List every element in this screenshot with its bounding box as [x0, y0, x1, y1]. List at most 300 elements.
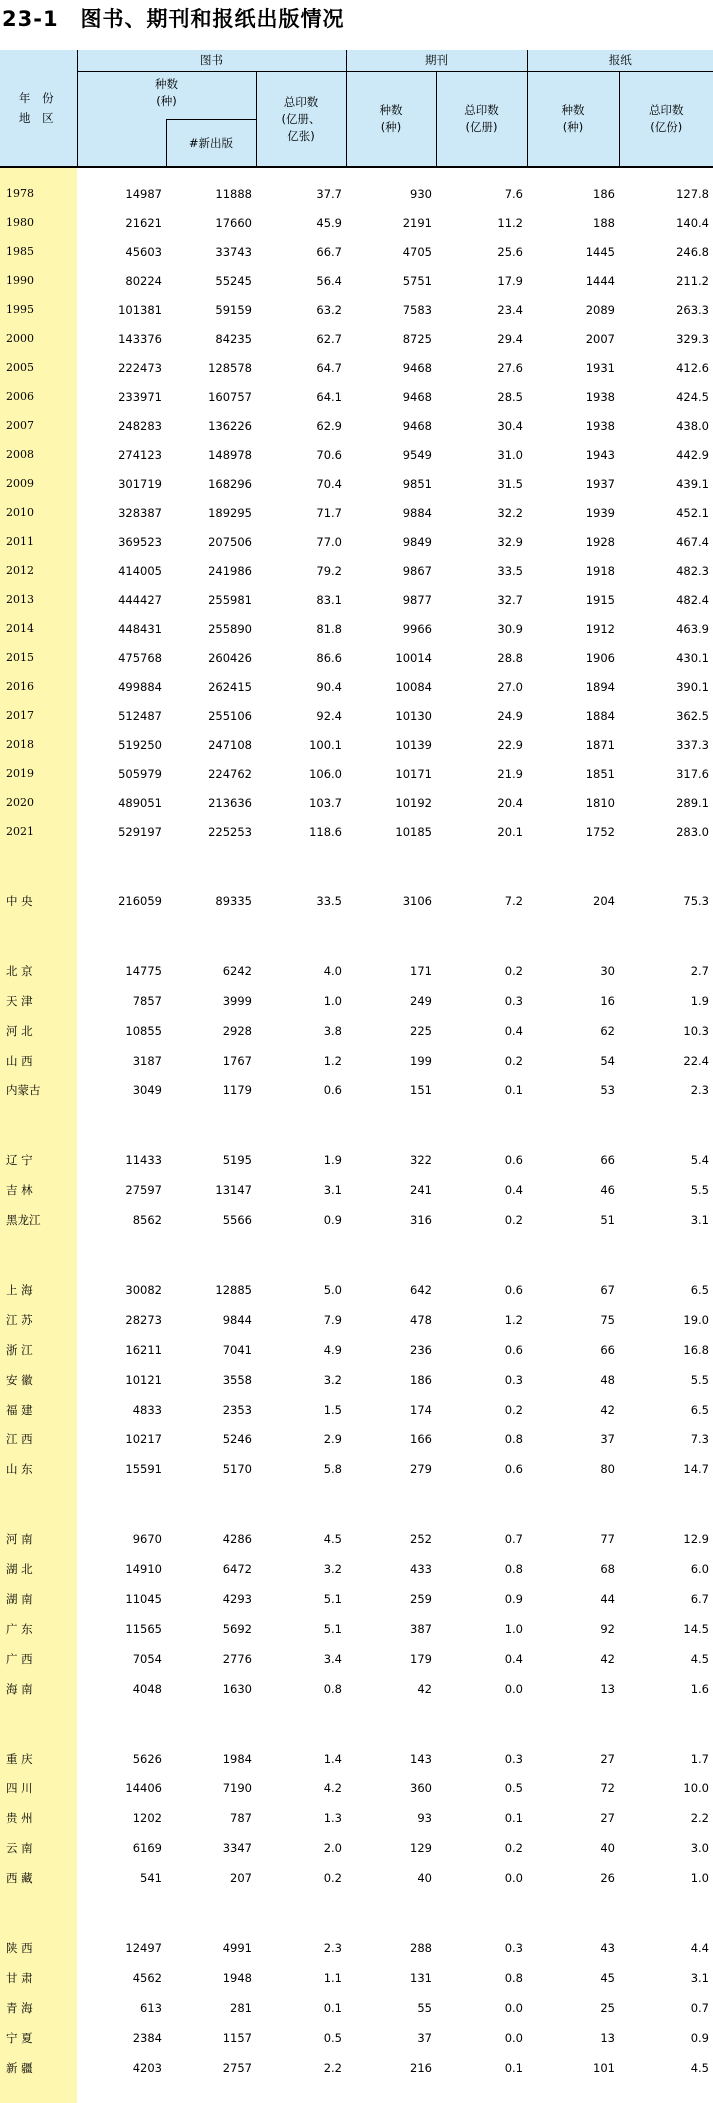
region-cell: 2017 [0, 701, 77, 730]
newspapers-varieties-cell: 54 [527, 1046, 619, 1076]
newspapers-varieties-cell: 46 [527, 1175, 619, 1205]
newspapers-varieties-cell: 1915 [527, 585, 619, 614]
periodicals-copies-cell: 0.3 [436, 1365, 527, 1395]
periodicals-copies-cell: 0.6 [436, 1145, 527, 1175]
newspapers-varieties-cell: 1931 [527, 353, 619, 382]
periodicals-varieties-cell: 216 [346, 2053, 436, 2083]
books-varieties-cell: 15591 [77, 1454, 166, 1484]
books-new-editions-cell: 17660 [166, 208, 256, 237]
books-varieties-cell: 4203 [77, 2053, 166, 2083]
spacer-cell [166, 1893, 256, 1933]
publishing-statistics-table [0, 50, 713, 2103]
books-new-editions-cell: 787 [166, 1803, 256, 1833]
newspapers-copies-cell: 1.0 [619, 1863, 713, 1893]
newspapers-varieties-cell: 1938 [527, 382, 619, 411]
spacer-cell [256, 1704, 346, 1744]
periodicals-varieties-cell: 2191 [346, 208, 436, 237]
newspapers-copies-cell: 10.3 [619, 1016, 713, 1046]
newspapers-copies-cell: 6.5 [619, 1395, 713, 1425]
spacer-cell [527, 1105, 619, 1145]
periodicals-copies-cell: 0.8 [436, 1963, 527, 1993]
newspapers-varieties-cell: 66 [527, 1145, 619, 1175]
periodicals-copies-cell: 27.0 [436, 672, 527, 701]
year-row [0, 208, 713, 237]
books-varieties-label: 种数 [78, 76, 256, 93]
region-cell: 天 津 [0, 986, 77, 1016]
periodicals-varieties-cell: 360 [346, 1773, 436, 1803]
books-varieties-cell: 9670 [77, 1524, 166, 1554]
region-row [0, 1554, 713, 1584]
periodicals-copies-cell: 31.0 [436, 440, 527, 469]
spacer-cell [619, 1235, 713, 1275]
spacer-cell [346, 2083, 436, 2103]
region-row [0, 1145, 713, 1175]
newspapers-copies-cell: 5.4 [619, 1145, 713, 1175]
spacer-cell [256, 1484, 346, 1524]
periodicals-varieties-cell: 8725 [346, 324, 436, 353]
books-varieties-cell: 45603 [77, 237, 166, 266]
periodicals-varieties-cell: 7583 [346, 295, 436, 324]
periodicals-copies-cell: 25.6 [436, 237, 527, 266]
region-cell: 广 西 [0, 1644, 77, 1674]
books-copies-cell: 4.0 [256, 956, 346, 986]
books-new-editions-cell: 59159 [166, 295, 256, 324]
newspapers-varieties-cell: 1937 [527, 469, 619, 498]
periodicals-varieties-cell: 9468 [346, 411, 436, 440]
periodicals-varieties-unit: (种) [347, 119, 436, 136]
books-copies-cell: 86.6 [256, 643, 346, 672]
books-copies-cell: 90.4 [256, 672, 346, 701]
books-copies-cell: 37.7 [256, 179, 346, 208]
periodicals-varieties-cell: 433 [346, 1554, 436, 1584]
books-varieties-cell: 512487 [77, 701, 166, 730]
periodicals-varieties-cell: 316 [346, 1205, 436, 1235]
region-cell: 吉 林 [0, 1175, 77, 1205]
books-copies-cell: 1.0 [256, 986, 346, 1016]
books-new-editions-cell: 3347 [166, 1833, 256, 1863]
spacer-cell [0, 2083, 77, 2103]
newspapers-copies-cell: 289.1 [619, 788, 713, 817]
books-copies-cell: 5.1 [256, 1584, 346, 1614]
newspapers-varieties-cell: 101 [527, 2053, 619, 2083]
books-varieties-cell: 4048 [77, 1674, 166, 1704]
periodicals-varieties-cell: 252 [346, 1524, 436, 1554]
newspapers-varieties-cell: 1851 [527, 759, 619, 788]
periodicals-varieties-cell: 131 [346, 1963, 436, 1993]
corner-year-label: 年 份 [0, 88, 77, 108]
books-copies-cell: 4.5 [256, 1524, 346, 1554]
periodicals-copies-cell: 0.1 [436, 1803, 527, 1833]
spacer-cell [527, 846, 619, 886]
newspapers-copies-cell: 439.1 [619, 469, 713, 498]
spacer-cell [77, 2083, 166, 2103]
newspapers-copies-cell: 317.6 [619, 759, 713, 788]
books-copies-cell: 2.9 [256, 1424, 346, 1454]
books-varieties-cell: 80224 [77, 266, 166, 295]
periodicals-varieties-cell: 179 [346, 1644, 436, 1674]
periodicals-varieties-cell: 5751 [346, 266, 436, 295]
spacer-cell [527, 169, 619, 179]
region-row [0, 1305, 713, 1335]
periodicals-varieties-cell: 199 [346, 1046, 436, 1076]
newspapers-copies-header [619, 72, 713, 168]
spacer-cell [436, 169, 527, 179]
books-varieties-cell: 143376 [77, 324, 166, 353]
spacer-cell [436, 1235, 527, 1275]
region-cell: 贵 州 [0, 1803, 77, 1833]
region-row [0, 1524, 713, 1554]
region-cell: 2020 [0, 788, 77, 817]
periodicals-copies-cell: 27.6 [436, 353, 527, 382]
region-cell: 1978 [0, 179, 77, 208]
books-varieties-cell: 4833 [77, 1395, 166, 1425]
books-copies-cell: 56.4 [256, 266, 346, 295]
newspapers-copies-cell: 5.5 [619, 1365, 713, 1395]
newspapers-copies-cell: 3.1 [619, 1963, 713, 1993]
spacer-cell [77, 169, 166, 179]
region-row [0, 1863, 713, 1893]
newspapers-varieties-cell: 1912 [527, 614, 619, 643]
region-cell: 浙 江 [0, 1335, 77, 1365]
books-copies-header [256, 72, 346, 168]
periodicals-copies-cell: 7.2 [436, 886, 527, 916]
year-row [0, 701, 713, 730]
region-row [0, 1046, 713, 1076]
books-new-editions-cell: 255106 [166, 701, 256, 730]
periodicals-copies-cell: 30.9 [436, 614, 527, 643]
books-new-editions-cell: 255981 [166, 585, 256, 614]
periodicals-varieties-cell: 259 [346, 1584, 436, 1614]
periodicals-varieties-cell: 10192 [346, 788, 436, 817]
books-varieties-cell: 8562 [77, 1205, 166, 1235]
books-copies-cell: 118.6 [256, 817, 346, 846]
spacer-cell [0, 1704, 77, 1744]
books-varieties-cell: 475768 [77, 643, 166, 672]
region-row [0, 1275, 713, 1305]
periodicals-copies-cell: 31.5 [436, 469, 527, 498]
region-row [0, 986, 713, 1016]
books-copies-cell: 1.4 [256, 1744, 346, 1774]
newspapers-varieties-cell: 72 [527, 1773, 619, 1803]
periodicals-copies-cell: 0.3 [436, 1933, 527, 1963]
newspapers-copies-cell: 3.0 [619, 1833, 713, 1863]
books-copies-cell: 70.4 [256, 469, 346, 498]
newspapers-varieties-cell: 16 [527, 986, 619, 1016]
region-cell: 河 北 [0, 1016, 77, 1046]
books-varieties-cell: 10121 [77, 1365, 166, 1395]
periodicals-copies-cell: 0.5 [436, 1773, 527, 1803]
spacer-cell [346, 1235, 436, 1275]
region-row [0, 1744, 713, 1774]
periodicals-copies-cell: 0.7 [436, 1524, 527, 1554]
books-varieties-cell: 3049 [77, 1075, 166, 1105]
spacer-cell [166, 169, 256, 179]
periodicals-copies-cell: 21.9 [436, 759, 527, 788]
periodicals-varieties-cell: 37 [346, 2023, 436, 2053]
periodicals-copies-cell: 0.2 [436, 1833, 527, 1863]
books-varieties-cell: 444427 [77, 585, 166, 614]
page-title: 23-1 图书、期刊和报纸出版情况 [2, 3, 345, 33]
region-cell: 山 西 [0, 1046, 77, 1076]
newspapers-varieties-header [527, 72, 619, 168]
region-cell: 山 东 [0, 1454, 77, 1484]
periodicals-varieties-cell: 10139 [346, 730, 436, 759]
newspapers-varieties-cell: 2089 [527, 295, 619, 324]
newspapers-copies-cell: 6.0 [619, 1554, 713, 1584]
periodicals-copies-cell: 0.0 [436, 1674, 527, 1704]
year-row [0, 643, 713, 672]
region-cell: 四 川 [0, 1773, 77, 1803]
books-varieties-cell: 248283 [77, 411, 166, 440]
newspapers-varieties-unit: (种) [528, 119, 619, 136]
year-row [0, 440, 713, 469]
spacer-cell [436, 846, 527, 886]
newspapers-copies-unit: (亿份) [620, 119, 713, 136]
books-varieties-cell: 414005 [77, 556, 166, 585]
books-copies-cell: 3.2 [256, 1365, 346, 1395]
region-cell: 2010 [0, 498, 77, 527]
periodicals-varieties-cell: 10130 [346, 701, 436, 730]
spacer-cell [436, 916, 527, 956]
newspapers-copies-cell: 5.5 [619, 1175, 713, 1205]
books-varieties-cell: 328387 [77, 498, 166, 527]
periodicals-copies-cell: 0.2 [436, 1395, 527, 1425]
newspapers-varieties-cell: 30 [527, 956, 619, 986]
books-copies-cell: 1.1 [256, 1963, 346, 1993]
books-new-editions-cell: 3558 [166, 1365, 256, 1395]
spacer-cell [527, 1893, 619, 1933]
region-row [0, 1933, 713, 1963]
newspapers-varieties-cell: 1444 [527, 266, 619, 295]
spacer-cell [256, 2083, 346, 2103]
books-copies-cell: 0.5 [256, 2023, 346, 2053]
spacer-cell [0, 1484, 77, 1524]
spacer-cell [619, 169, 713, 179]
newspapers-copies-cell: 10.0 [619, 1773, 713, 1803]
books-new-editions-cell: 168296 [166, 469, 256, 498]
newspapers-varieties-cell: 77 [527, 1524, 619, 1554]
books-copies-cell: 66.7 [256, 237, 346, 266]
newspapers-varieties-cell: 188 [527, 208, 619, 237]
books-copies-cell: 45.9 [256, 208, 346, 237]
books-copies-cell: 70.6 [256, 440, 346, 469]
region-cell: 青 海 [0, 1993, 77, 2023]
books-copies-cell: 0.6 [256, 1075, 346, 1105]
region-cell: 湖 北 [0, 1554, 77, 1584]
periodicals-copies-cell: 32.9 [436, 527, 527, 556]
year-row [0, 527, 713, 556]
books-copies-cell: 106.0 [256, 759, 346, 788]
books-copies-unit-cont: 亿张) [257, 128, 346, 145]
books-new-editions-cell: 128578 [166, 353, 256, 382]
newspapers-copies-cell: 1.6 [619, 1674, 713, 1704]
periodicals-copies-cell: 0.1 [436, 2053, 527, 2083]
newspapers-varieties-cell: 1943 [527, 440, 619, 469]
periodicals-varieties-cell: 387 [346, 1614, 436, 1644]
books-copies-cell: 2.2 [256, 2053, 346, 2083]
newspapers-varieties-cell: 1810 [527, 788, 619, 817]
spacer-cell [166, 2083, 256, 2103]
spacer-cell [346, 1484, 436, 1524]
books-copies-cell: 83.1 [256, 585, 346, 614]
periodicals-group-header: 期刊 [346, 50, 527, 72]
region-cell: 2021 [0, 817, 77, 846]
books-varieties-cell: 28273 [77, 1305, 166, 1335]
region-cell: 2005 [0, 353, 77, 382]
periodicals-copies-cell: 28.8 [436, 643, 527, 672]
year-row [0, 237, 713, 266]
periodicals-varieties-cell: 174 [346, 1395, 436, 1425]
region-cell: 1980 [0, 208, 77, 237]
books-copies-cell: 64.1 [256, 382, 346, 411]
books-varieties-cell: 529197 [77, 817, 166, 846]
spacer-cell [256, 1235, 346, 1275]
books-new-editions-cell: 207506 [166, 527, 256, 556]
books-new-editions-cell: 5692 [166, 1614, 256, 1644]
periodicals-copies-cell: 0.3 [436, 1744, 527, 1774]
spacer-cell [77, 916, 166, 956]
books-varieties-cell: 10217 [77, 1424, 166, 1454]
books-copies-unit: (亿册、 [257, 111, 346, 128]
periodicals-varieties-cell: 288 [346, 1933, 436, 1963]
region-row [0, 1424, 713, 1454]
periodicals-copies-cell: 0.0 [436, 2023, 527, 2053]
books-varieties-cell: 301719 [77, 469, 166, 498]
year-row [0, 817, 713, 846]
newspapers-copies-cell: 3.1 [619, 1205, 713, 1235]
region-cell: 宁 夏 [0, 2023, 77, 2053]
newspapers-copies-cell: 19.0 [619, 1305, 713, 1335]
newspapers-varieties-cell: 48 [527, 1365, 619, 1395]
books-copies-cell: 5.1 [256, 1614, 346, 1644]
region-row [0, 1395, 713, 1425]
periodicals-varieties-cell: 42 [346, 1674, 436, 1704]
spacer-cell [346, 916, 436, 956]
newspapers-copies-cell: 4.4 [619, 1933, 713, 1963]
books-new-editions-cell: 7041 [166, 1335, 256, 1365]
books-varieties-cell: 7857 [77, 986, 166, 1016]
books-new-editions-cell: 4991 [166, 1933, 256, 1963]
spacer-cell [77, 1235, 166, 1275]
books-new-editions-cell: 9844 [166, 1305, 256, 1335]
periodicals-copies-cell: 0.6 [436, 1275, 527, 1305]
books-varieties-cell: 16211 [77, 1335, 166, 1365]
year-row [0, 469, 713, 498]
region-cell: 2015 [0, 643, 77, 672]
books-copies-cell: 71.7 [256, 498, 346, 527]
books-new-editions-cell: 6472 [166, 1554, 256, 1584]
books-new-editions-header: #新出版 [166, 120, 256, 168]
region-cell: 2006 [0, 382, 77, 411]
books-copies-cell: 3.4 [256, 1644, 346, 1674]
spacer-cell [527, 1484, 619, 1524]
region-row [0, 2053, 713, 2083]
books-new-editions-cell: 136226 [166, 411, 256, 440]
periodicals-varieties-cell: 129 [346, 1833, 436, 1863]
newspapers-copies-cell: 438.0 [619, 411, 713, 440]
books-copies-cell: 92.4 [256, 701, 346, 730]
books-new-editions-cell: 13147 [166, 1175, 256, 1205]
newspapers-varieties-cell: 1906 [527, 643, 619, 672]
books-new-editions-cell: 4293 [166, 1584, 256, 1614]
newspapers-varieties-cell: 1871 [527, 730, 619, 759]
periodicals-copies-cell: 0.0 [436, 1993, 527, 2023]
periodicals-copies-cell: 0.8 [436, 1424, 527, 1454]
books-varieties-cell: 14406 [77, 1773, 166, 1803]
books-copies-cell: 1.9 [256, 1145, 346, 1175]
books-copies-cell: 3.1 [256, 1175, 346, 1205]
spacer-cell [256, 1893, 346, 1933]
newspapers-varieties-cell: 1884 [527, 701, 619, 730]
spacer-cell [0, 169, 77, 179]
spacer-cell [0, 1893, 77, 1933]
books-new-editions-cell: 84235 [166, 324, 256, 353]
books-copies-cell: 2.0 [256, 1833, 346, 1863]
region-row [0, 1205, 713, 1235]
region-cell: 2008 [0, 440, 77, 469]
books-new-editions-cell: 148978 [166, 440, 256, 469]
books-varieties-cell: 233971 [77, 382, 166, 411]
periodicals-copies-cell: 0.4 [436, 1644, 527, 1674]
region-cell: 上 海 [0, 1275, 77, 1305]
books-new-editions-cell: 1984 [166, 1744, 256, 1774]
region-row [0, 1803, 713, 1833]
books-new-editions-cell: 5566 [166, 1205, 256, 1235]
books-new-editions-cell: 241986 [166, 556, 256, 585]
newspapers-varieties-cell: 66 [527, 1335, 619, 1365]
periodicals-varieties-cell: 55 [346, 1993, 436, 2023]
newspapers-copies-cell: 283.0 [619, 817, 713, 846]
books-varieties-header [77, 72, 256, 120]
newspapers-copies-cell: 1.9 [619, 986, 713, 1016]
spacer-cell [346, 169, 436, 179]
region-row [0, 1993, 713, 2023]
books-varieties-cell: 613 [77, 1993, 166, 2023]
books-varieties-cell: 2384 [77, 2023, 166, 2053]
region-cell: 辽 宁 [0, 1145, 77, 1175]
newspapers-varieties-cell: 40 [527, 1833, 619, 1863]
books-copies-cell: 62.9 [256, 411, 346, 440]
periodicals-copies-cell: 32.7 [436, 585, 527, 614]
newspapers-varieties-cell: 44 [527, 1584, 619, 1614]
books-group-header: 图书 [77, 50, 346, 72]
books-varieties-cell: 3187 [77, 1046, 166, 1076]
spacer-cell [346, 846, 436, 886]
newspapers-copies-cell: 430.1 [619, 643, 713, 672]
region-cell: 安 徽 [0, 1365, 77, 1395]
region-row [0, 1335, 713, 1365]
periodicals-copies-cell: 0.8 [436, 1554, 527, 1584]
newspapers-copies-cell: 467.4 [619, 527, 713, 556]
newspapers-copies-cell: 246.8 [619, 237, 713, 266]
books-new-editions-cell: 189295 [166, 498, 256, 527]
periodicals-copies-cell: 22.9 [436, 730, 527, 759]
newspapers-copies-cell: 452.1 [619, 498, 713, 527]
periodicals-varieties-cell: 166 [346, 1424, 436, 1454]
periodicals-varieties-cell: 9468 [346, 382, 436, 411]
books-new-editions-cell: 33743 [166, 237, 256, 266]
year-row [0, 179, 713, 208]
periodicals-varieties-cell: 930 [346, 179, 436, 208]
books-copies-cell: 0.2 [256, 1863, 346, 1893]
books-varieties-cell: 541 [77, 1863, 166, 1893]
books-copies-cell: 79.2 [256, 556, 346, 585]
newspapers-copies-cell: 4.5 [619, 1644, 713, 1674]
region-cell: 2018 [0, 730, 77, 759]
newspapers-varieties-cell: 26 [527, 1863, 619, 1893]
newspapers-copies-cell: 482.4 [619, 585, 713, 614]
newspapers-copies-cell: 463.9 [619, 614, 713, 643]
